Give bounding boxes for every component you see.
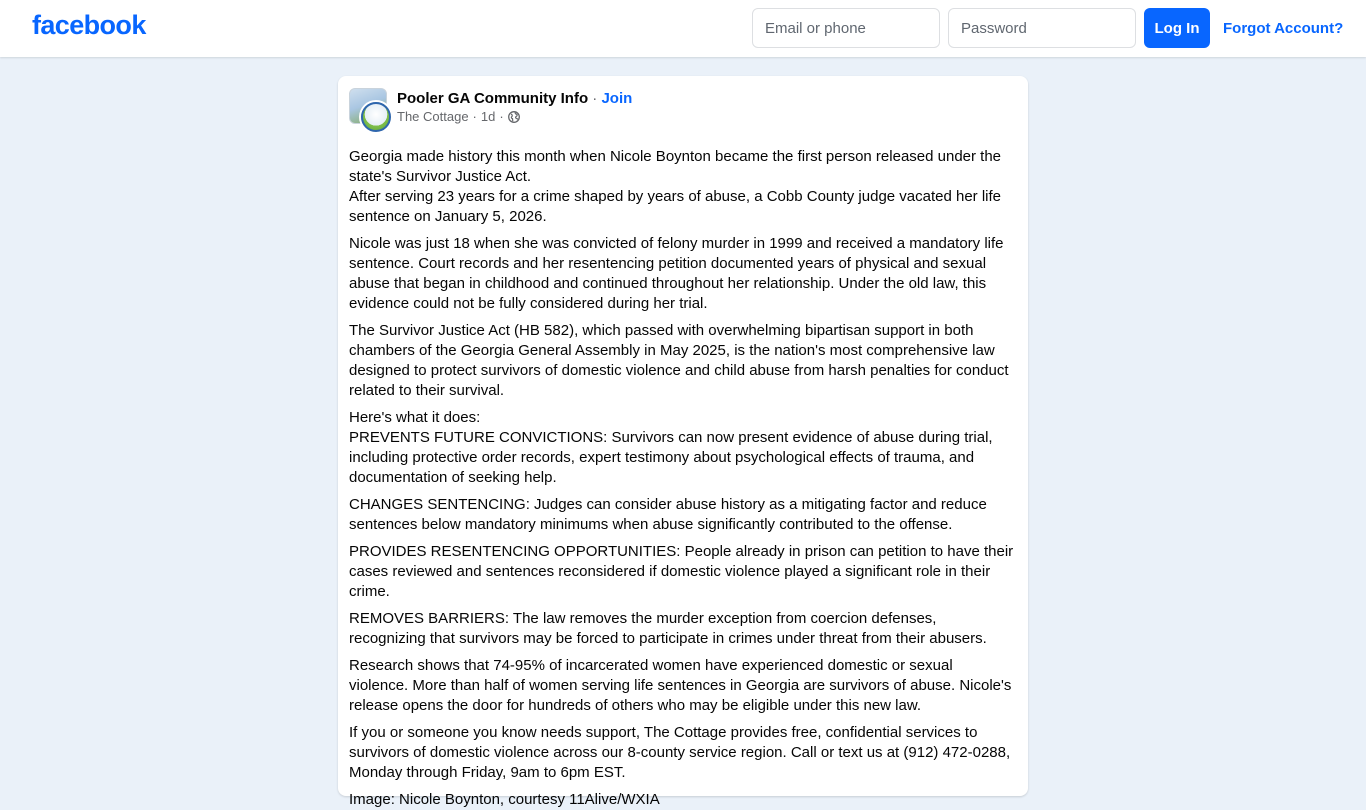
post-paragraph: CHANGES SENTENCING: Judges can consider abuse history as a mitigating factor and reduce sentences below mandatory minimums when abuse significantly contributed to the offense. (349, 496, 987, 533)
group-avatar[interactable] (349, 88, 391, 130)
post-paragraph: Here's what it does: (349, 409, 481, 426)
facebook-logo[interactable]: facebook (32, 10, 146, 40)
post-header (349, 88, 1016, 144)
password-input[interactable] (948, 8, 1136, 48)
post-meta (397, 88, 632, 125)
post-timestamp[interactable]: 1d (480, 109, 496, 124)
post-paragraph: The Survivor Justice Act (HB 582), which passed with overwhelming bipartisan support in both chambers of the Georgia General Assembly in May 2025, is the nation's most comprehensive law designed to protect survivors of domestic violence and child abuse from harsh penalties for conduct related to their survival. (349, 322, 1009, 399)
login-button[interactable]: Log In (1144, 8, 1210, 48)
post-card (338, 76, 1028, 808)
forgot-account-link[interactable]: Forgot Account? (1223, 19, 1344, 37)
post-text (349, 147, 1016, 810)
email-input[interactable] (752, 8, 940, 48)
post-paragraph: Georgia made history this month when Nicole Boynton became the first person released under the state's Survivor Justice Act. (349, 148, 1002, 185)
group-name-link[interactable]: Pooler GA Community Info (397, 90, 589, 107)
post-paragraph: If you or someone you know needs support, The Cottage provides free, confidential services to survivors of domestic violence across our 8-county service region. Call or text us at (912) 472-0288, Monday through Friday, 9am to 6pm EST. (349, 724, 1011, 781)
top-navigation-bar (0, 0, 1366, 57)
post-paragraph: PREVENTS FUTURE CONVICTIONS: Survivors can now present evidence of abuse during trial, including protective order records, expert testimony about psychological effects of trauma, and documentation of seeking help. (349, 429, 993, 486)
separator: · (472, 109, 477, 124)
author-profile-picture[interactable] (361, 102, 391, 132)
login-form (752, 8, 1343, 48)
post-paragraph: Nicole was just 18 when she was convicted of felony murder in 1999 and received a mandatory life sentence. Court records and her resentencing petition documented years of physical and sexual abuse that began in childhood and continued throughout her relationship. Under the old law, this evidence could not be fully considered during her trial. (349, 235, 1004, 312)
join-group-link[interactable]: Join (601, 90, 633, 107)
post-paragraph: PROVIDES RESENTENCING OPPORTUNITIES: People already in prison can petition to have their cases reviewed and sentences reconsidered if domestic violence played a significant role in their crime. (349, 543, 1014, 600)
separator: · (499, 109, 504, 124)
image-credit: Image: Nicole Boynton, courtesy 11Alive/WXIA (349, 791, 660, 808)
globe-icon (508, 111, 520, 123)
post-paragraph: After serving 23 years for a crime shaped by years of abuse, a Cobb County judge vacated her life sentence on January 5, 2026. (349, 188, 1002, 225)
separator: · (592, 90, 598, 107)
post-paragraph: REMOVES BARRIERS: The law removes the murder exception from coercion defenses, recognizing that survivors may be forced to participate in crimes under threat from their abusers. (349, 610, 987, 647)
post-paragraph: Research shows that 74-95% of incarcerated women have experienced domestic or sexual violence. More than half of women serving life sentences in Georgia are survivors of abuse. Nicole's release opens the door for hundreds of others who may be eligible under this new law. (349, 657, 1012, 714)
author-link[interactable]: The Cottage (397, 109, 469, 124)
